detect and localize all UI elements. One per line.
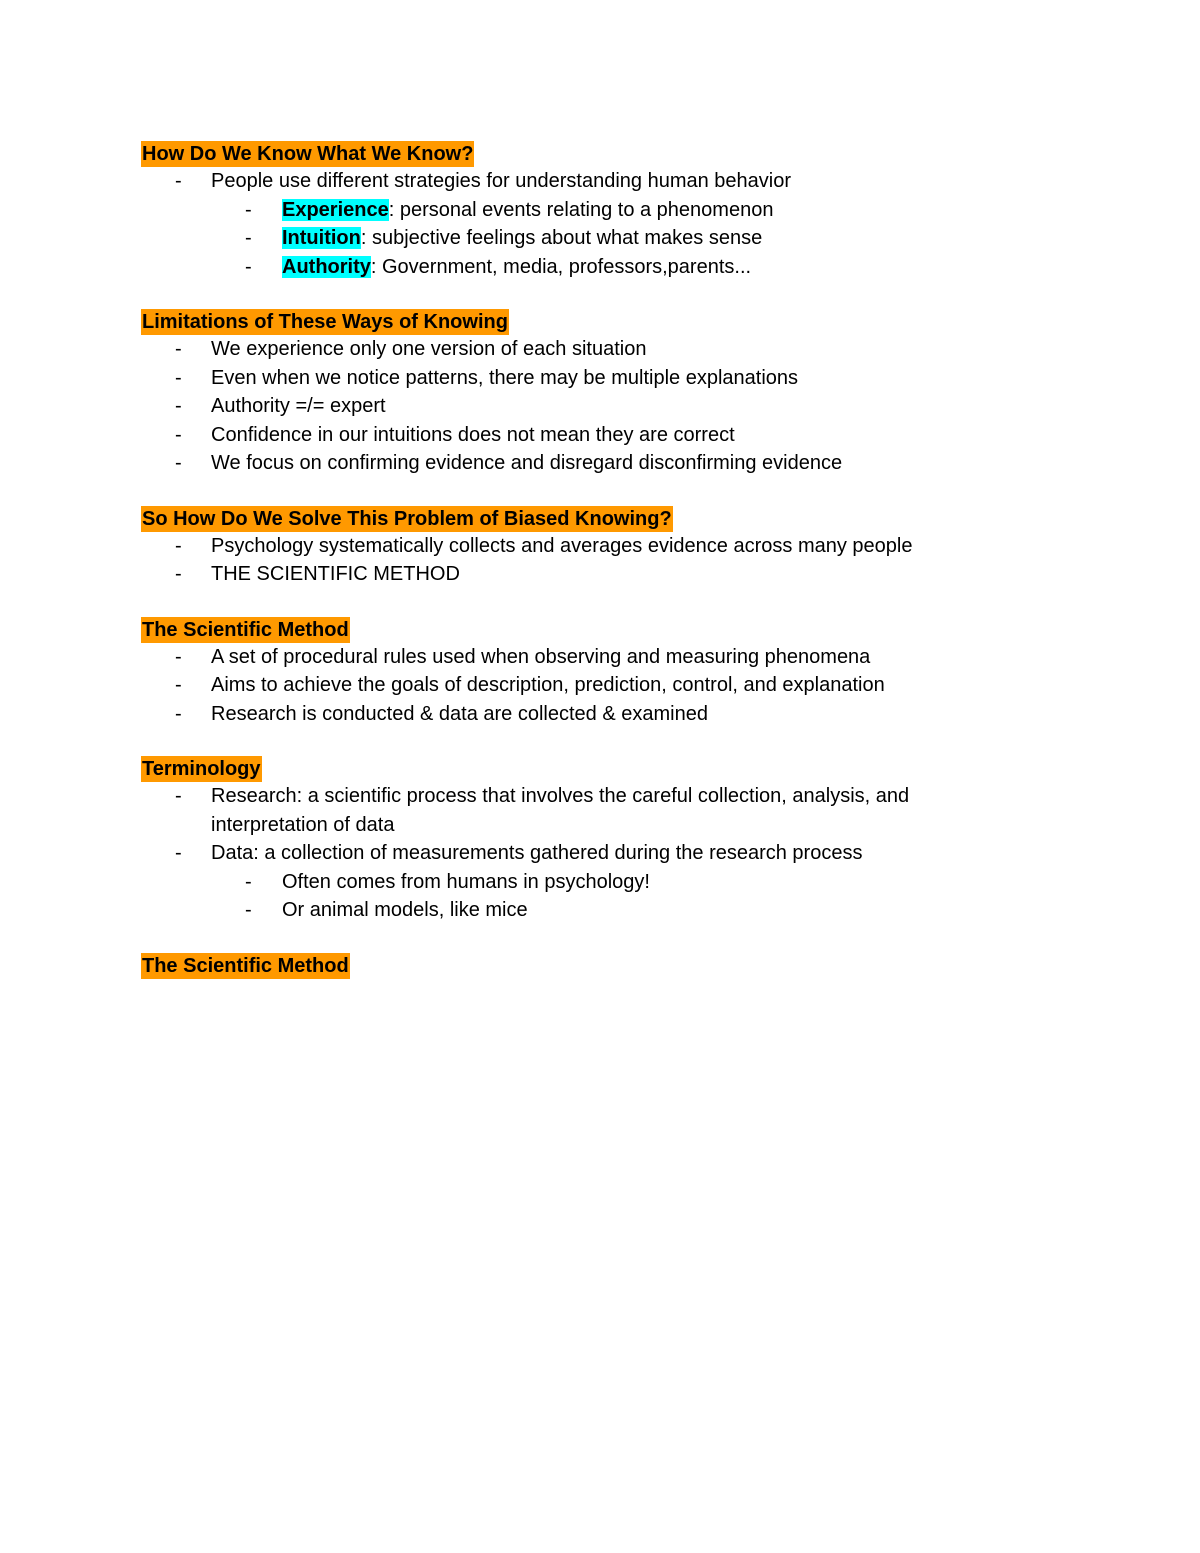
- list-item: [141, 167, 1021, 196]
- section-scientific-method-2: [141, 953, 1021, 979]
- term-intuition: Intuition: [282, 227, 361, 249]
- sub-list-item: [141, 896, 1021, 925]
- section-how-do-we-know: [141, 141, 1021, 281]
- bullet-dash: -: [245, 227, 252, 249]
- section-heading: How Do We Know What We Know?: [142, 143, 474, 165]
- bullet-dash: -: [175, 645, 182, 668]
- list-item: [141, 782, 1021, 839]
- list-item-text: Psychology systematically collects and averages evidence across many people: [211, 534, 913, 557]
- sub-list-item: [141, 196, 1021, 225]
- bullet-list: [141, 335, 1021, 478]
- list-item: [141, 421, 1021, 450]
- list-item: [141, 671, 1021, 700]
- document-page: [141, 141, 1021, 1007]
- list-item-text: THE SCIENTIFIC METHOD: [211, 563, 460, 585]
- bullet-dash: -: [175, 170, 182, 192]
- bullet-dash: -: [175, 534, 182, 557]
- bullet-dash: -: [175, 452, 182, 474]
- list-item-text: Authority =/= expert: [211, 395, 386, 417]
- term-authority: Authority: [282, 255, 371, 278]
- section-terminology: [141, 756, 1021, 925]
- term-definition: : personal events relating to a phenomenon: [388, 198, 774, 221]
- section-heading: So How Do We Solve This Problem of Biased Knowing?: [142, 507, 672, 530]
- list-item-text: Confidence in our intuitions does not mean they are correct: [211, 423, 735, 446]
- bullet-dash: -: [175, 842, 182, 864]
- list-item: [141, 449, 1021, 478]
- list-item: [141, 335, 1021, 364]
- bullet-list: [141, 643, 1021, 729]
- list-item-text: We focus on confirming evidence and disregard disconfirming evidence: [211, 452, 843, 474]
- section-heading: The Scientific Method: [142, 618, 349, 641]
- list-item: [141, 839, 1021, 868]
- bullet-dash: -: [175, 423, 182, 446]
- section-heading: Terminology: [142, 758, 261, 780]
- list-item: [141, 643, 1021, 672]
- bullet-dash: -: [175, 563, 182, 585]
- bullet-dash: -: [245, 870, 252, 893]
- section-limitations: [141, 309, 1021, 478]
- list-item-text: Often comes from humans in psychology!: [282, 870, 650, 893]
- section-biased-knowing: [141, 506, 1021, 589]
- section-heading: The Scientific Method: [142, 954, 349, 977]
- section-heading: Limitations of These Ways of Knowing: [142, 311, 508, 333]
- bullet-dash: -: [175, 366, 182, 389]
- list-item-text: Research is conducted & data are collected & examined: [211, 702, 708, 725]
- term-definition: : Government, media, professors,parents...: [370, 255, 752, 278]
- list-item-text: We experience only one version of each situation: [211, 338, 647, 360]
- term-definition: : subjective feelings about what makes sense: [360, 227, 763, 249]
- bullet-list: [141, 782, 1021, 925]
- list-item-text: Research: a scientific process that involves the careful collection, analysis, and: [211, 785, 910, 807]
- list-item-text: Or animal models, like mice: [282, 899, 528, 921]
- term-experience: Experience: [282, 198, 389, 221]
- sub-list-item: [141, 868, 1021, 897]
- list-item-text: People use different strategies for understanding human behavior: [211, 170, 792, 192]
- list-item: [141, 560, 1021, 589]
- list-item: [141, 532, 1021, 561]
- list-item: [141, 364, 1021, 393]
- sub-list-item: [141, 253, 1021, 282]
- bullet-dash: -: [175, 785, 182, 807]
- list-item-text-continued: interpretation of data: [211, 813, 395, 836]
- bullet-dash: -: [175, 674, 182, 696]
- list-item-text: Data: a collection of measurements gathered during the research process: [211, 842, 863, 864]
- bullet-dash: -: [245, 255, 252, 278]
- bullet-list: [141, 532, 1021, 589]
- bullet-dash: -: [175, 702, 182, 725]
- list-item: [141, 700, 1021, 729]
- bullet-dash: -: [175, 338, 182, 360]
- bullet-dash: -: [175, 395, 182, 417]
- list-item-text: Aims to achieve the goals of description, prediction, control, and explanation: [211, 674, 885, 696]
- bullet-list: [141, 167, 1021, 281]
- sub-list-item: [141, 224, 1021, 253]
- list-item: [141, 392, 1021, 421]
- list-item-text: Even when we notice patterns, there may be multiple explanations: [211, 366, 799, 389]
- bullet-dash: -: [245, 899, 252, 921]
- list-item-text: A set of procedural rules used when observing and measuring phenomena: [211, 645, 871, 668]
- section-scientific-method: [141, 617, 1021, 729]
- bullet-dash: -: [245, 198, 252, 221]
